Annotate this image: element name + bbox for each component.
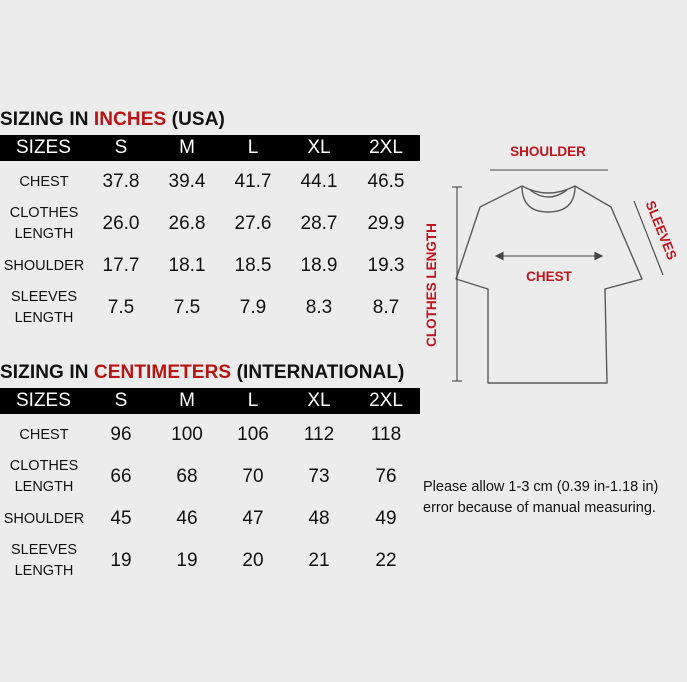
label-line1: SHOULDER (3, 257, 85, 274)
title-suffix: (USA) (166, 109, 225, 130)
note-line2: error because of manual measuring. (423, 500, 656, 516)
label-line2: LENGTH (14, 563, 74, 579)
header-l: L (220, 135, 286, 161)
cell-value: 66 (110, 466, 132, 487)
tshirt-outline-icon (456, 186, 642, 383)
cell-value: 7.5 (107, 297, 135, 318)
cell-value: 29.9 (367, 213, 405, 234)
cell-value: 19 (176, 550, 198, 571)
header-m: M (154, 135, 220, 161)
cell-value: 76 (375, 466, 397, 487)
cell-value: 18.1 (168, 255, 206, 276)
label-line1: SHOULDER (3, 510, 85, 527)
label-line1: CLOTHES (9, 458, 79, 474)
title-prefix: SIZING IN (0, 109, 94, 130)
header-xl: XL (286, 388, 352, 414)
cell-value: 19.3 (367, 255, 405, 276)
title-prefix: SIZING IN (0, 362, 94, 383)
label-line1: SLEEVES (10, 289, 78, 305)
cell-value: 45 (110, 508, 132, 529)
cell-value: 21 (308, 550, 330, 571)
label-line1: CHEST (19, 173, 69, 190)
shoulder-label: SHOULDER (510, 144, 586, 159)
cell-value: 68 (176, 466, 198, 487)
cell-value: 26.8 (168, 213, 206, 234)
title-suffix: (INTERNATIONAL) (231, 362, 405, 383)
clothes-length-label: CLOTHES LENGTH (424, 223, 439, 347)
cell-value: 20 (242, 550, 264, 571)
cell-value: 28.7 (300, 213, 338, 234)
cell-value: 8.3 (305, 297, 333, 318)
header-sizes: SIZES (0, 135, 88, 161)
cell-value: 49 (375, 508, 397, 529)
cell-value: 70 (242, 466, 264, 487)
header-s: S (88, 135, 154, 161)
header-s: S (88, 388, 154, 414)
cell-value: 73 (308, 466, 330, 487)
header-l: L (220, 388, 286, 414)
cell-value: 106 (237, 424, 269, 445)
cell-value: 44.1 (300, 171, 338, 192)
title-unit: INCHES (93, 109, 167, 130)
measurement-note (423, 477, 658, 519)
label-line2: LENGTH (14, 310, 74, 326)
cell-value: 8.7 (372, 297, 400, 318)
cell-value: 47 (242, 508, 264, 529)
header-2xl: 2XL (352, 135, 420, 161)
header-m: M (154, 388, 220, 414)
cell-value: 46 (176, 508, 198, 529)
label-line2: LENGTH (14, 479, 74, 495)
header-xl: XL (286, 135, 352, 161)
cell-value: 27.6 (234, 213, 272, 234)
cell-value: 18.5 (234, 255, 272, 276)
cell-value: 7.5 (173, 297, 201, 318)
cell-value: 26.0 (102, 213, 140, 234)
cell-value: 100 (171, 424, 203, 445)
chest-label: CHEST (526, 269, 572, 284)
chest-arrow-left (496, 253, 503, 260)
cell-value: 7.9 (239, 297, 267, 318)
cell-value: 37.8 (102, 171, 140, 192)
cell-value: 22 (375, 550, 397, 571)
cell-value: 18.9 (300, 255, 338, 276)
cell-value: 112 (303, 424, 335, 445)
title-unit: CENTIMETERS (93, 362, 232, 383)
label-line1: SLEEVES (10, 542, 78, 558)
cell-value: 41.7 (234, 171, 272, 192)
cell-value: 19 (110, 550, 132, 571)
cell-value: 17.7 (102, 255, 140, 276)
cell-value: 39.4 (168, 171, 206, 192)
cell-value: 96 (110, 424, 132, 445)
cell-value: 48 (308, 508, 330, 529)
header-sizes: SIZES (0, 388, 88, 414)
label-line2: LENGTH (14, 226, 74, 242)
chest-arrow-right (595, 253, 602, 260)
label-line1: CLOTHES (9, 205, 79, 221)
sleeves-label: SLEEVES (642, 198, 680, 262)
label-line1: CHEST (19, 426, 69, 443)
cell-value: 46.5 (367, 171, 405, 192)
note-line1: Please allow 1-3 cm (0.39 in-1.18 in) (423, 479, 659, 495)
header-2xl: 2XL (352, 388, 420, 414)
cell-value: 118 (370, 424, 402, 445)
